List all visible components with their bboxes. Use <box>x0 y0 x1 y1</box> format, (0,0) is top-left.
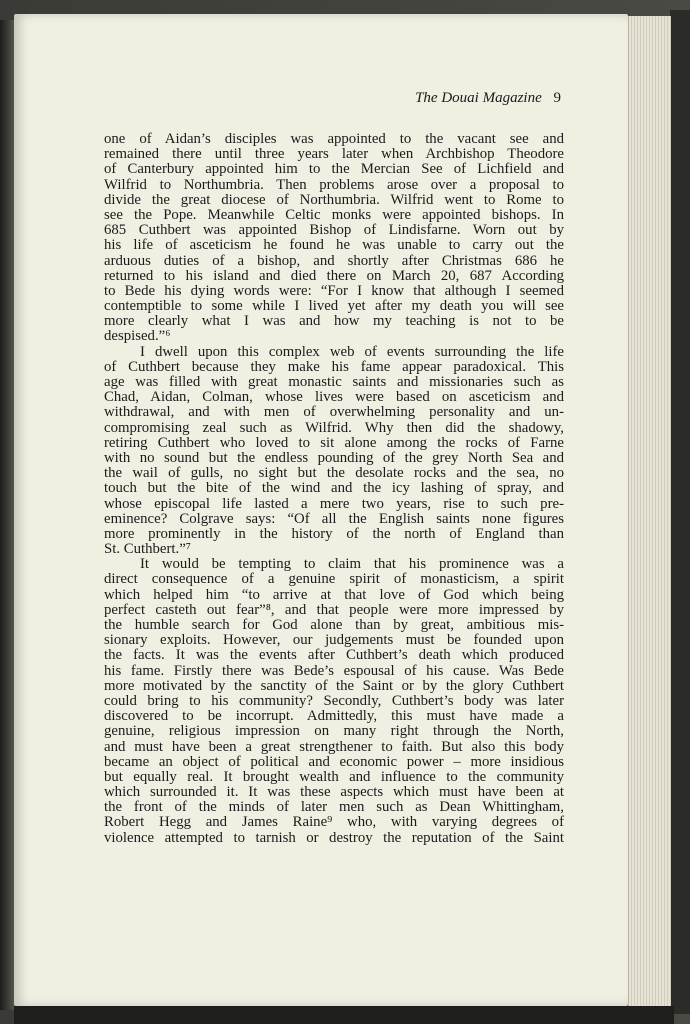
text-line: whose episcopal life lasted a mere two years, rise to such pre- <box>104 495 564 512</box>
text-line: violence attempted to tarnish or destroy the reputation of the Saint <box>104 829 564 846</box>
text-line: 685 Cuthbert was appointed Bishop of Lindisfarne. Worn out by <box>104 222 564 239</box>
text-line: divide the great diocese of Northumbria. Wilfrid went to Rome to <box>104 191 564 208</box>
text-line: with no sound but the endless pounding of the grey North Sea and <box>104 449 564 466</box>
book-cover-edge <box>670 10 690 1014</box>
text-line: sionary exploits. However, our judgements must be founded upon <box>104 632 564 649</box>
text-line: remained there until three years later when Archbishop Theodore <box>104 146 564 163</box>
text-line: contemptible to some while I lived yet after my death you will see <box>104 298 564 315</box>
text-line: see the Pope. Meanwhile Celtic monks were appointed bishops. In <box>104 206 564 223</box>
text-line: the front of the minds of later men such as Dean Whittingham, <box>104 799 564 816</box>
text-line: his life of asceticism he found he was unable to carry out the <box>104 237 564 254</box>
text-line: withdrawal, and with men of overwhelming personality and un- <box>104 404 564 421</box>
page-fore-edge <box>628 16 671 1008</box>
text-line: the facts. It was the events after Cuthbert’s death which produced <box>104 647 564 664</box>
book-spine-edge <box>0 20 14 1010</box>
text-line: despised.”⁶ <box>104 328 171 345</box>
body-text <box>104 132 564 846</box>
text-line: which surrounded it. It was these aspects which must have been at <box>104 784 564 801</box>
text-line: more prominently in the history of the north of England than <box>104 525 564 542</box>
text-line: genuine, religious impression on many right through the North, <box>104 723 564 740</box>
text-line: one of Aidan’s disciples was appointed to the vacant see and <box>104 131 564 147</box>
text-line: retiring Cuthbert who loved to sit alone among the rocks of Farne <box>104 434 564 451</box>
text-line: Chad, Aidan, Colman, whose lives were based on asceticism and <box>104 389 564 406</box>
page-sheet <box>14 14 628 1006</box>
text-line: St. Cuthbert.”⁷ <box>104 541 191 558</box>
text-line: more motivated by the sanctity of the Saint or by the glory Cuthbert <box>104 677 564 694</box>
text-line: discovered to be incorrupt. Admittedly, this must have made a <box>104 708 564 725</box>
text-line: eminence? Colgrave says: “Of all the English saints none figures <box>104 510 564 527</box>
text-line: perfect casteth out fear”⁸, and that people were more impressed by <box>104 601 564 618</box>
text-line: Wilfrid to Northumbria. Then problems arose over a proposal to <box>104 176 564 193</box>
text-line: the wail of gulls, no sight but the desolate rocks and the sea, no <box>104 465 564 482</box>
text-line: of Canterbury appointed him to the Mercian See of Lichfield and <box>104 161 564 178</box>
text-line: became an object of political and economic power – more insidious <box>104 753 564 770</box>
text-line: the humble search for God alone than by great, ambitious mis- <box>104 617 564 633</box>
text-line: which helped him “to arrive at that love of God which being <box>104 586 564 603</box>
text-line: compromising zeal such as Wilfrid. Why then did the shadowy, <box>104 419 564 436</box>
text-line: age was filled with great monastic saints and missionaries such as <box>104 374 564 390</box>
text-line: returned to his island and died there on March 20, 687 According <box>104 267 564 284</box>
text-line: I dwell upon this complex web of events surrounding the life <box>140 343 564 360</box>
text-line: his fame. Firstly there was Bede’s espousal of his cause. Was Bede <box>104 662 564 679</box>
text-line: and must have been a great strengthener to faith. But also this body <box>104 738 564 755</box>
running-header <box>14 90 561 107</box>
text-line: direct consequence of a genuine spirit of monasticism, a spirit <box>104 571 564 588</box>
bottom-shadow <box>14 1006 674 1024</box>
text-line: more clearly what I was and how my teaching is not to be <box>104 313 564 330</box>
page-number: 9 <box>553 90 561 106</box>
text-line: but equally real. It brought wealth and influence to the community <box>104 768 564 785</box>
text-line: could bring to his community? Secondly, Cuthbert’s body was later <box>104 692 564 709</box>
magazine-title: The Douai Magazine <box>415 90 542 106</box>
text-line: arduous duties of a bishop, and shortly after Christmas 686 he <box>104 252 564 269</box>
text-line: touch but the bite of the wind and the icy lashing of spray, and <box>104 480 564 497</box>
text-line: It would be tempting to claim that his prominence was a <box>140 556 564 573</box>
text-line: Robert Hegg and James Raine⁹ who, with varying degrees of <box>104 814 564 831</box>
text-line: to Bede his dying words were: “For I know that although I seemed <box>104 282 564 299</box>
text-line: of Cuthbert because they make his fame appear paradoxical. This <box>104 358 564 375</box>
